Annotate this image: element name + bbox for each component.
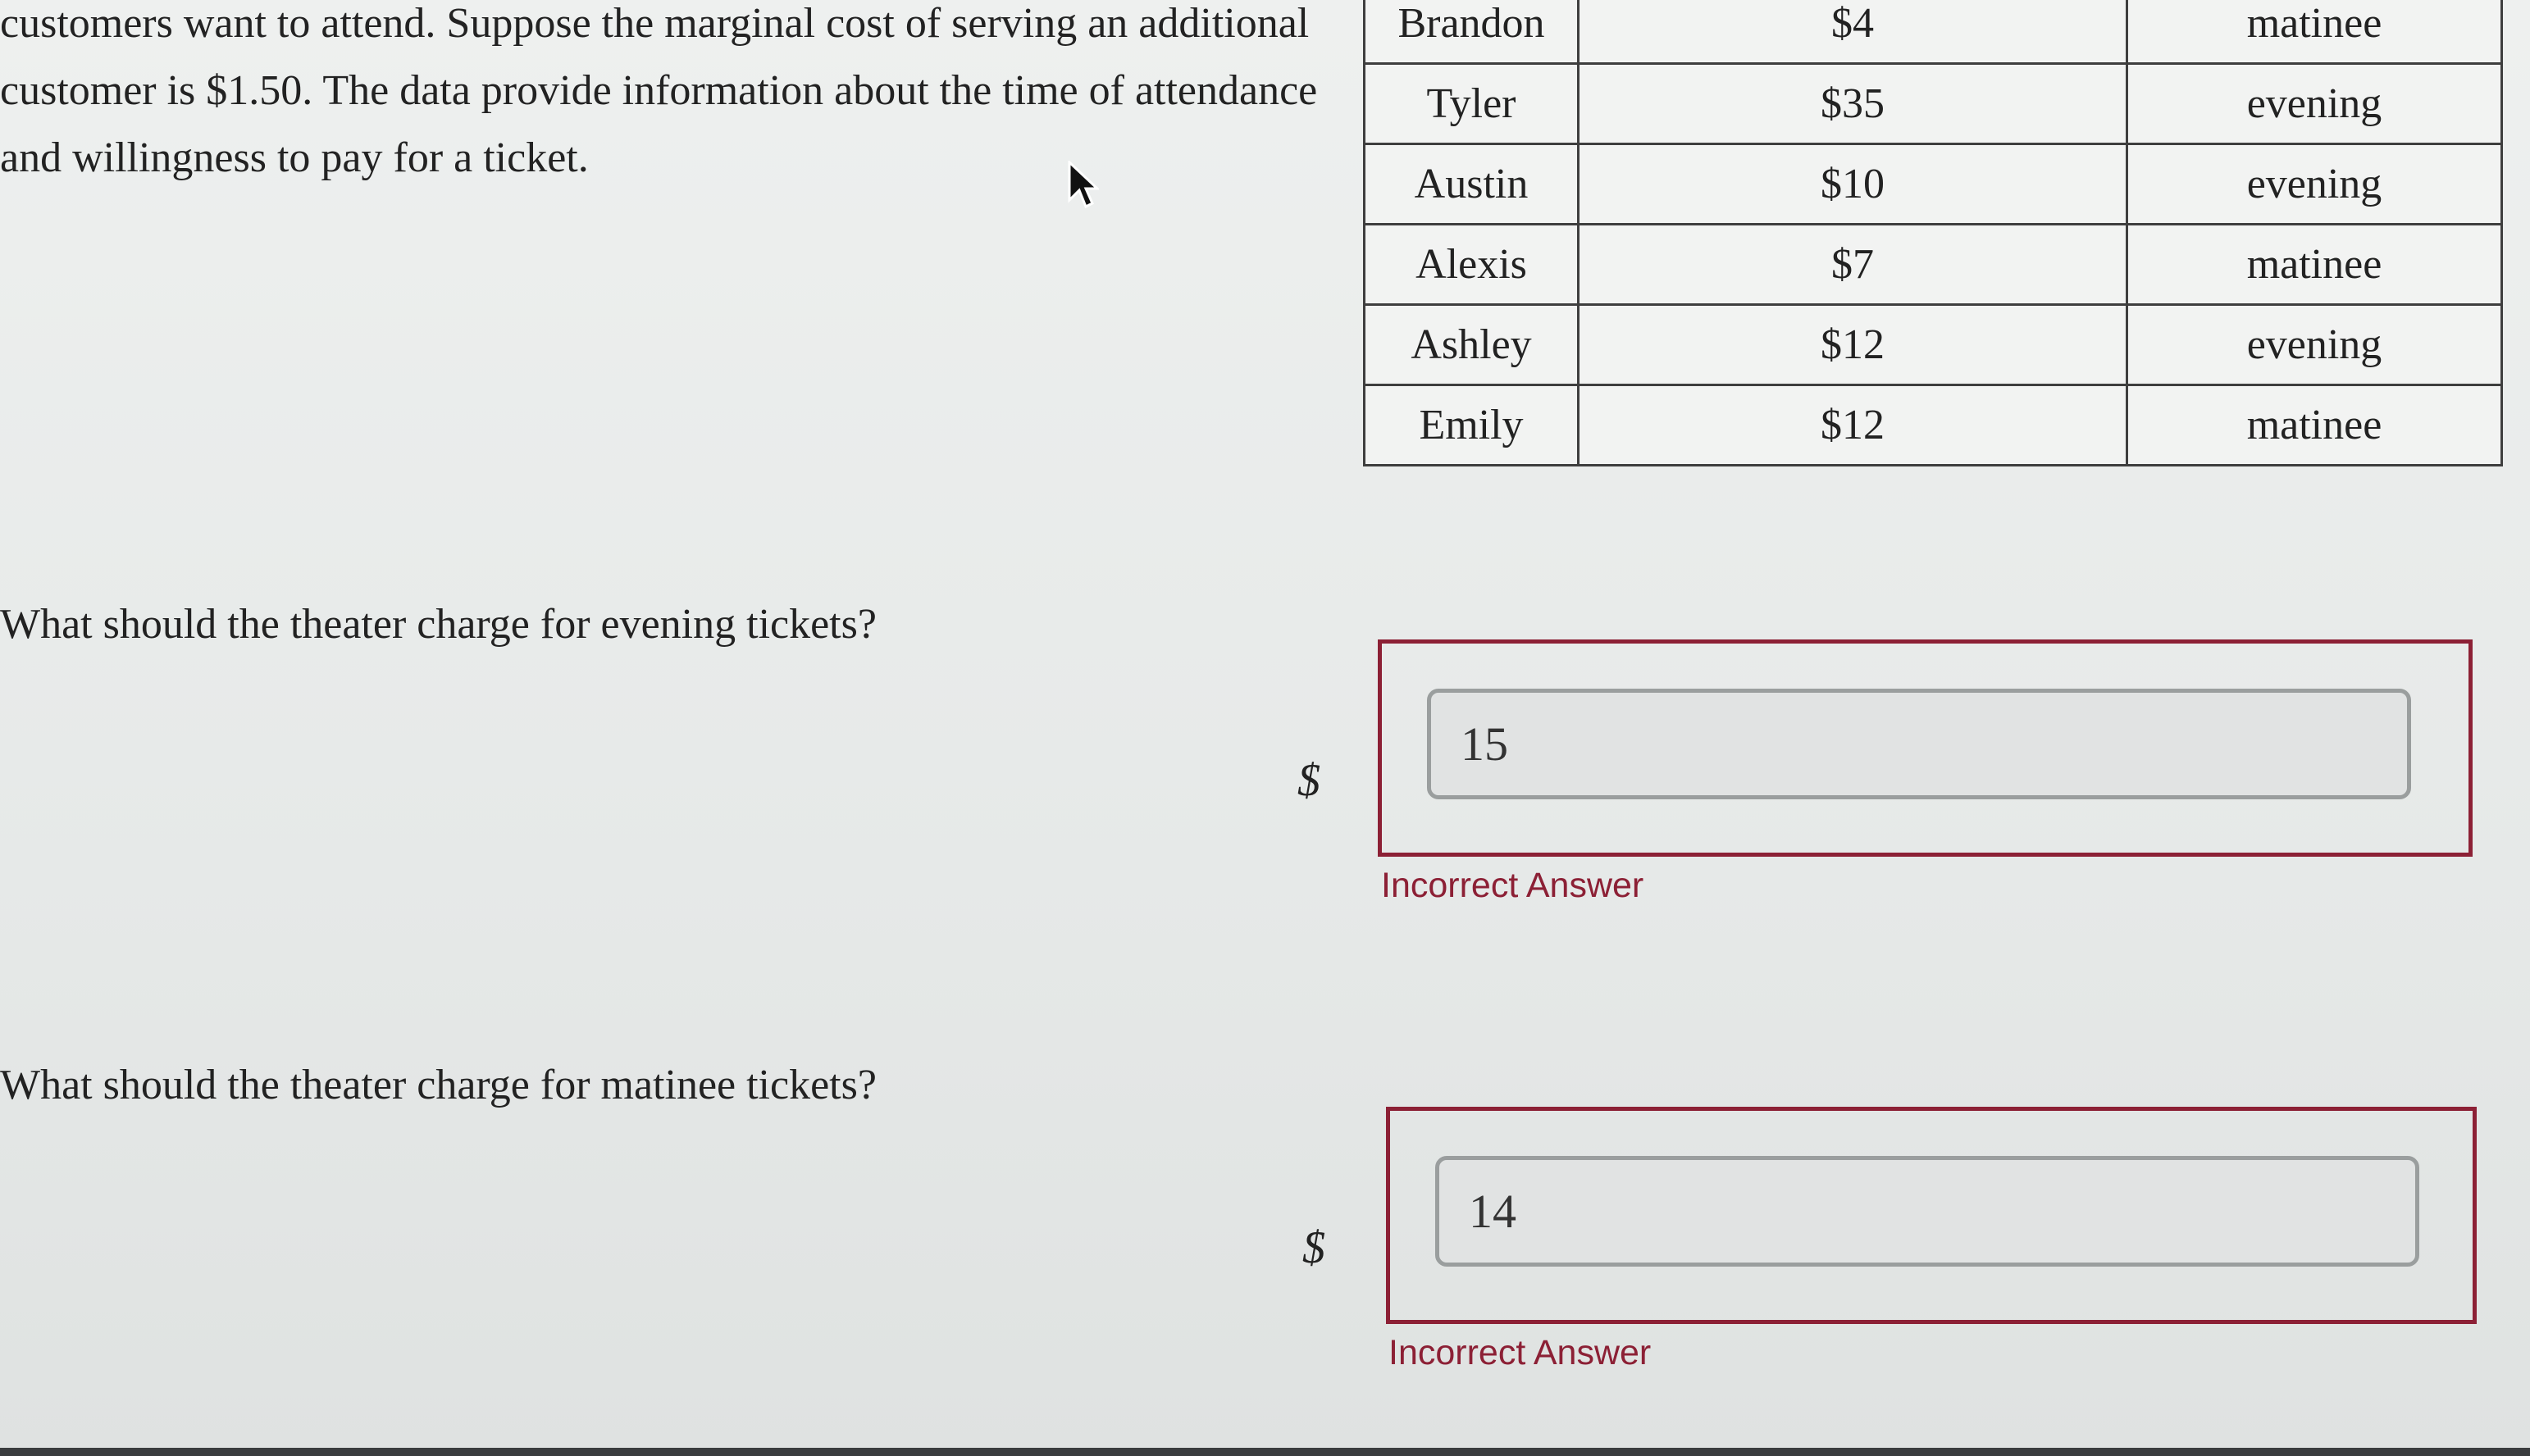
table-row bbox=[1365, 385, 2502, 466]
table-row bbox=[1365, 225, 2502, 305]
mouse-pointer-icon bbox=[1066, 161, 1099, 210]
attendance-time: evening bbox=[2127, 144, 2502, 225]
attendance-time: evening bbox=[2127, 305, 2502, 385]
table-row bbox=[1365, 64, 2502, 144]
attendance-table bbox=[1363, 0, 2503, 466]
willingness-to-pay: $7 bbox=[1579, 225, 2127, 305]
incorrect-answer-label: Incorrect Answer bbox=[1388, 1333, 1652, 1372]
table-row bbox=[1365, 144, 2502, 225]
customer-name: Tyler bbox=[1365, 64, 1579, 144]
evening-price-input[interactable]: 15 bbox=[1427, 689, 2411, 799]
willingness-to-pay: $12 bbox=[1579, 305, 2127, 385]
attendance-time: matinee bbox=[2127, 0, 2502, 64]
willingness-to-pay: $4 bbox=[1579, 0, 2127, 64]
matinee-price-input[interactable]: 14 bbox=[1435, 1156, 2419, 1267]
willingness-to-pay: $12 bbox=[1579, 385, 2127, 466]
customer-name: Emily bbox=[1365, 385, 1579, 466]
customer-name: Alexis bbox=[1365, 225, 1579, 305]
incorrect-answer-label: Incorrect Answer bbox=[1381, 866, 1644, 905]
attendance-time: matinee bbox=[2127, 385, 2502, 466]
evening-price-question: What should the theater charge for evening tickets? bbox=[0, 601, 877, 648]
currency-symbol: $ bbox=[1302, 1222, 1325, 1273]
table-row bbox=[1365, 305, 2502, 385]
currency-symbol: $ bbox=[1297, 755, 1320, 806]
customer-name: Austin bbox=[1365, 144, 1579, 225]
willingness-to-pay: $35 bbox=[1579, 64, 2127, 144]
matinee-answer-box bbox=[1386, 1107, 2477, 1324]
evening-answer-box bbox=[1378, 639, 2473, 857]
matinee-price-question: What should the theater charge for matinee tickets? bbox=[0, 1062, 877, 1108]
attendance-time: evening bbox=[2127, 64, 2502, 144]
attendance-time: matinee bbox=[2127, 225, 2502, 305]
customer-name: Ashley bbox=[1365, 305, 1579, 385]
table-row bbox=[1365, 0, 2502, 64]
customer-name: Brandon bbox=[1365, 0, 1579, 64]
willingness-to-pay: $10 bbox=[1579, 144, 2127, 225]
screen-bottom-edge bbox=[0, 1448, 2530, 1456]
question-intro-text: customers want to attend. Suppose the marginal cost of serving an additional customer is $1.50. The data provide information about the time of attendance and willingness to pay for a ticket. bbox=[0, 0, 1318, 181]
